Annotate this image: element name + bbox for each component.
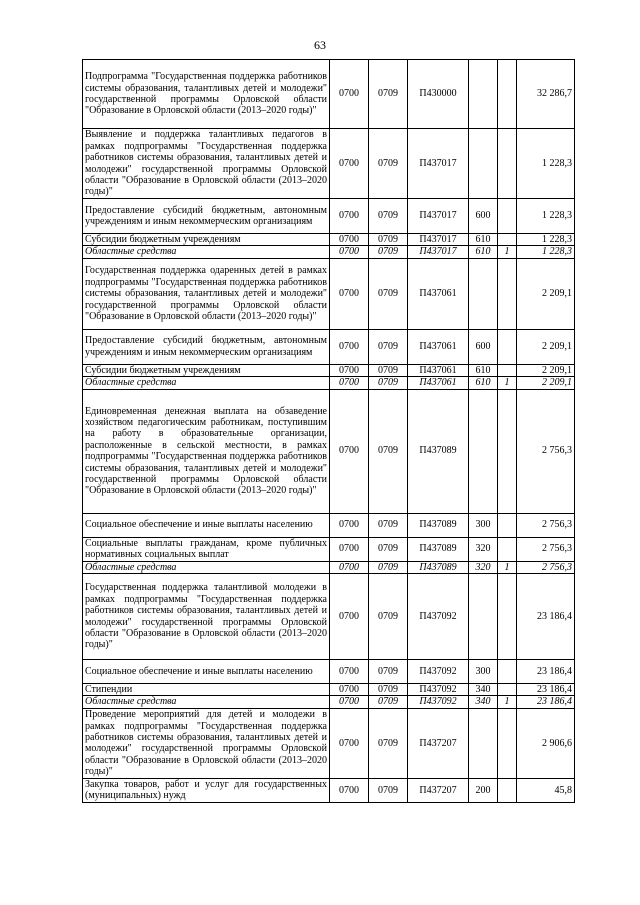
funding-source-code [498,660,517,684]
section-code: 0700 [330,684,369,696]
expense-type-code [469,389,498,513]
funding-source-code [498,364,517,376]
funding-source-code [498,513,517,537]
amount: 1 228,3 [517,234,575,246]
expense-type-code [469,129,498,199]
amount: 23 186,4 [517,696,575,708]
expense-type-code: 200 [469,778,498,802]
expense-type-code: 320 [469,537,498,561]
row-name: Областные средства [83,377,330,389]
section-code: 0700 [330,778,369,802]
amount: 45,8 [517,778,575,802]
section-code: 0700 [330,537,369,561]
section-code: 0700 [330,234,369,246]
amount: 32 286,7 [517,60,575,129]
target-article-code: П437089 [408,537,469,561]
subsection-code: 0709 [369,696,408,708]
target-article-code: П437061 [408,364,469,376]
section-code: 0700 [330,696,369,708]
section-code: 0700 [330,660,369,684]
section-code: 0700 [330,246,369,258]
funding-source-code [498,199,517,234]
expense-type-code: 320 [469,561,498,573]
subsection-code: 0709 [369,329,408,364]
subsection-code: 0709 [369,129,408,199]
expense-type-code [469,258,498,329]
expense-type-code [469,708,498,778]
table-row [83,60,575,129]
section-code: 0700 [330,329,369,364]
section-code: 0700 [330,574,369,660]
amount: 2 756,3 [517,513,575,537]
target-article-code: П437089 [408,513,469,537]
target-article-code: П437017 [408,234,469,246]
section-code: 0700 [330,389,369,513]
expense-type-code: 610 [469,364,498,376]
section-code: 0700 [330,364,369,376]
table-row [83,660,575,684]
amount: 2 756,3 [517,389,575,513]
subsection-code: 0709 [369,778,408,802]
amount: 23 186,4 [517,660,575,684]
row-name: Закупка товаров, работ и услуг для государственных (муниципальных) нужд [83,778,330,802]
target-article-code: П437092 [408,660,469,684]
expense-type-code [469,574,498,660]
row-name: Подпрограмма "Государственная поддержка работников системы образования, талантливых детей и молодежи" государственной программы Орловской области "Образование в Орловской области (2013–2020 годы)" [83,60,330,129]
funding-source-code: 1 [498,696,517,708]
expense-type-code: 600 [469,199,498,234]
row-name: Единовременная денежная выплата на обзаведение хозяйством педагогическим работникам, поступившим на работу в образовательные организации, расположенные в сельской местности, в рамках подпрограммы "Государственная поддержка работников системы образования, талантливых детей и молодежи" государственной программы Орловской области "Образование в Орловской области (2013–2020 годы)" [83,389,330,513]
subsection-code: 0709 [369,574,408,660]
section-code: 0700 [330,199,369,234]
funding-source-code [498,129,517,199]
row-name: Социальное обеспечение и иные выплаты населению [83,513,330,537]
amount: 2 209,1 [517,377,575,389]
table-row [83,389,575,513]
funding-source-code: 1 [498,561,517,573]
table-row [83,377,575,389]
funding-source-code [498,60,517,129]
target-article-code: П437207 [408,708,469,778]
funding-source-code [498,258,517,329]
row-name: Государственная поддержка одаренных детей в рамках подпрограммы "Государственная поддержка работников системы образования, талантливых детей и молодежи" государственной программы Орловской области "Образование в Орловской области (2013–2020 годы)" [83,258,330,329]
funding-source-code: 1 [498,246,517,258]
amount: 1 228,3 [517,246,575,258]
subsection-code: 0709 [369,513,408,537]
row-name: Предоставление субсидий бюджетным, автономным учреждениям и иным некоммерческим организациям [83,329,330,364]
subsection-code: 0709 [369,537,408,561]
table-row [83,129,575,199]
funding-source-code: 1 [498,377,517,389]
section-code: 0700 [330,561,369,573]
row-name: Социальные выплаты гражданам, кроме публичных нормативных социальных выплат [83,537,330,561]
table-row [83,778,575,802]
row-name: Выявление и поддержка талантливых педагогов в рамках подпрограммы "Государственная поддержка работников системы образования, талантливых детей и молодежи" государственной программы Орловской области "Образование в Орловской области (2013–2020 годы)" [83,129,330,199]
subsection-code: 0709 [369,684,408,696]
subsection-code: 0709 [369,364,408,376]
target-article-code: П437061 [408,329,469,364]
target-article-code: П437092 [408,684,469,696]
funding-source-code [498,234,517,246]
amount: 23 186,4 [517,684,575,696]
subsection-code: 0709 [369,389,408,513]
target-article-code: П437017 [408,129,469,199]
row-name: Проведение мероприятий для детей и молодежи в рамках подпрограммы "Государственная поддержка работников системы образования, талантливых детей и молодежи" государственной программы Орловской области "Образование в Орловской области (2013–2020 годы)" [83,708,330,778]
row-name: Областные средства [83,561,330,573]
amount: 2 756,3 [517,537,575,561]
expense-type-code: 300 [469,513,498,537]
row-name: Субсидии бюджетным учреждениям [83,364,330,376]
funding-source-code [498,708,517,778]
table-row [83,246,575,258]
target-article-code: П430000 [408,60,469,129]
row-name: Государственная поддержка талантливой молодежи в рамках подпрограммы "Государственная поддержка работников системы образования, талантливых детей и молодежи" государственной программы Орловской области "Образование в Орловской области (2013–2020 годы)" [83,574,330,660]
target-article-code: П437061 [408,258,469,329]
expense-type-code: 610 [469,234,498,246]
table-row [83,513,575,537]
target-article-code: П437207 [408,778,469,802]
expense-type-code: 340 [469,684,498,696]
section-code: 0700 [330,129,369,199]
subsection-code: 0709 [369,234,408,246]
row-name: Предоставление субсидий бюджетным, автономным учреждениям и иным некоммерческим организациям [83,199,330,234]
funding-source-code [498,389,517,513]
subsection-code: 0709 [369,199,408,234]
section-code: 0700 [330,377,369,389]
funding-source-code [498,684,517,696]
table-row [83,199,575,234]
budget-table [82,59,575,803]
expense-type-code: 610 [469,246,498,258]
subsection-code: 0709 [369,377,408,389]
target-article-code: П437061 [408,377,469,389]
table-row [83,696,575,708]
expense-type-code: 610 [469,377,498,389]
subsection-code: 0709 [369,561,408,573]
amount: 2 209,1 [517,258,575,329]
row-name: Социальное обеспечение и иные выплаты населению [83,660,330,684]
section-code: 0700 [330,258,369,329]
row-name: Областные средства [83,696,330,708]
amount: 1 228,3 [517,129,575,199]
section-code: 0700 [330,708,369,778]
amount: 2 209,1 [517,364,575,376]
expense-type-code: 340 [469,696,498,708]
amount: 2 906,6 [517,708,575,778]
target-article-code: П437092 [408,574,469,660]
table-row [83,258,575,329]
row-name: Субсидии бюджетным учреждениям [83,234,330,246]
amount: 2 209,1 [517,329,575,364]
subsection-code: 0709 [369,246,408,258]
amount: 1 228,3 [517,199,575,234]
table-row [83,234,575,246]
subsection-code: 0709 [369,258,408,329]
page-number: 63 [314,38,326,52]
expense-type-code [469,60,498,129]
funding-source-code [498,537,517,561]
funding-source-code [498,329,517,364]
amount: 23 186,4 [517,574,575,660]
target-article-code: П437017 [408,246,469,258]
funding-source-code [498,574,517,660]
target-article-code: П437089 [408,389,469,513]
row-name: Стипендии [83,684,330,696]
target-article-code: П437092 [408,696,469,708]
section-code: 0700 [330,60,369,129]
target-article-code: П437017 [408,199,469,234]
expense-type-code: 300 [469,660,498,684]
amount: 2 756,3 [517,561,575,573]
table-row [83,684,575,696]
target-article-code: П437089 [408,561,469,573]
subsection-code: 0709 [369,660,408,684]
table-row [83,561,575,573]
expense-type-code: 600 [469,329,498,364]
table-row [83,574,575,660]
table-row [83,537,575,561]
subsection-code: 0709 [369,60,408,129]
funding-source-code [498,778,517,802]
table-row [83,329,575,364]
table-row [83,708,575,778]
section-code: 0700 [330,513,369,537]
row-name: Областные средства [83,246,330,258]
subsection-code: 0709 [369,708,408,778]
table-row [83,364,575,376]
